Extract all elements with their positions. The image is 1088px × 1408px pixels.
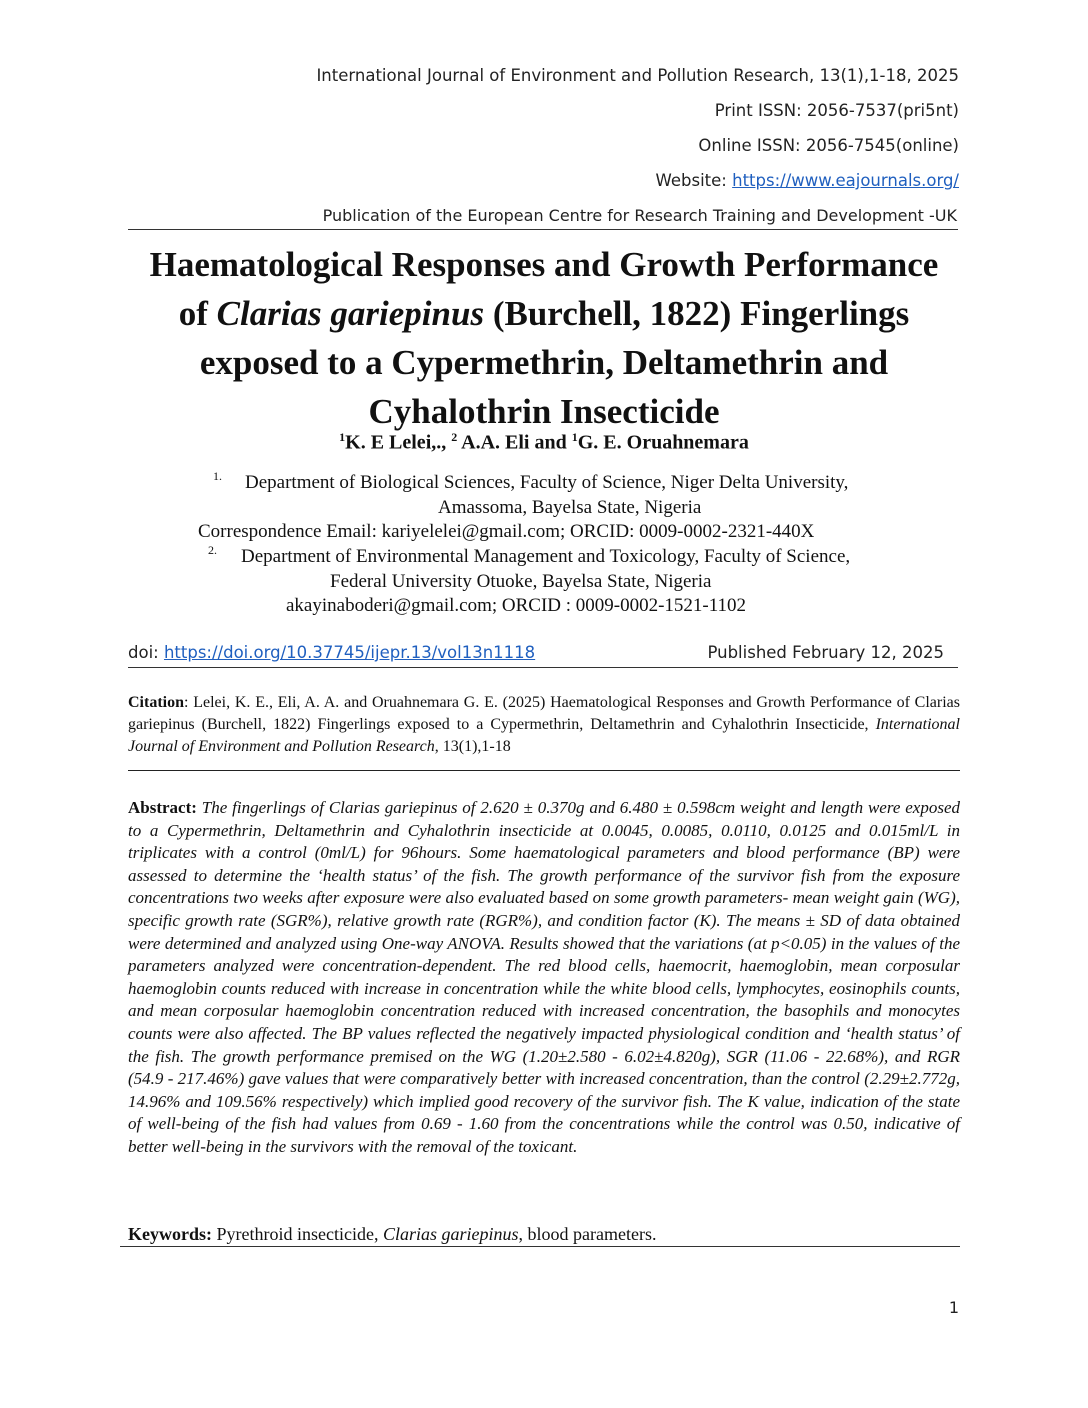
author-1: K. E Lelei,., [345,431,452,454]
doi-link[interactable]: https://doi.org/10.37745/ijepr.13/vol13n1118 [163,643,536,662]
affiliation-1-number: 1. [213,469,222,483]
website-link[interactable]: https://www.eajournals.org/ [732,171,959,190]
author-list [100,430,988,455]
affiliation-2-number: 2. [208,543,217,557]
affiliation-2-line-2: Federal University Otuoke, Bayelsa State, Nigeria [330,571,712,592]
title-line-1: Haematological Responses and Growth Performance [149,245,939,284]
citation-volume: , 13(1),1-18 [434,738,511,755]
citation-block [128,692,960,758]
title-line-3: exposed to a Cypermethrin, Deltamethrin and [199,343,889,382]
website-label: Website: [655,171,733,190]
title-line-2 [100,289,988,338]
abstract-label: Abstract: [128,798,197,817]
abstract-text: The fingerlings of Clarias gariepinus of 2.620 ± 0.370g and 6.480 ± 0.598cm weight and length were exposed to a Cypermethrin, Deltamethrin and Cyhalothrin insecticide at 0.0045, 0.0085, 0.0110, 0.0125 and 0.015ml/L in triplicates with a control (0ml/L) for 96hours. Some haematological parameters and blood performance (BP) were assessed to determine the ‘health status’ of the fish. The growth performance of the survivor fish from the exposure concentrations two weeks after exposure were also evaluated based on some growth parameters- mean weight gain (WG), specific growth rate (SGR%), relative growth rate (RGR%), and condition factor (K). The means ± SD of data obtained were determined and analyzed using One-way ANOVA. Results showed that the variations (at p<0.05) in the values of the parameters analyzed were concentration-dependent. The red blood cells, haemocrit, haemoglobin, mean corposular haemoglobin counts reduced with increase in concentration while the white blood cells, lymphocytes, eosinophils counts, and mean corposular haemoglobin concentration reduced with increased concentration, the basophils and monocytes counts were also affected. The BP values reflected the negatively impacted physiological condition and ‘health status’ of the fish. The growth performance premised on the WG (1.20±2.580 - 6.02±4.820g), SGR (11.06 - 22.68%), and RGR (54.9 - 217.46%) gave values that were comparatively better with increased concentration, than the control (2.29±2.772g, 14.96% and 109.56% respectively) which implied good recovery of the survivor fish. The K value, indication of the state of well-being of the fish had values from 0.69 - 1.60 from the concentrations while the control was 0.50, indicative of better well-being in the survivors with the removal of the toxicant. [128,798,960,1156]
keywords-block [128,1224,960,1245]
citation-journal: International Journal of Environment and Pollution Research [128,716,960,755]
citation-divider [128,770,960,771]
author-2-sup: 2 [451,430,458,444]
title-line-2-post: (Burchell, 1822) Fingerlings [484,294,910,333]
author-2: A.A. Eli and [457,431,572,454]
page-number: 1 [948,1298,959,1317]
affiliation-1-line-2: Amassoma, Bayelsa State, Nigeria [438,497,702,518]
title-species: Clarias gariepinus [216,294,485,333]
print-issn: Print ISSN: 2056-7537(pri5nt) [714,101,959,120]
header-divider [128,229,958,230]
correspondence-line: Correspondence Email: kariyelelei@gmail.com; ORCID: 0009-0002-2321-440X [198,521,815,542]
abstract-block [128,797,960,1159]
keywords-label: Keywords: [128,1224,212,1244]
journal-line: International Journal of Environment and Pollution Research, 13(1),1-18, 2025 [316,66,959,85]
keywords-divider [120,1246,960,1247]
publisher-line: Publication of the European Centre for Research Training and Development -UK [322,206,957,225]
paper-title [100,240,988,436]
affiliation-2-email: akayinaboderi@gmail.com; ORCID : 0009-0002-1521-1102 [286,595,747,616]
doi-divider [128,667,958,668]
doi-row [128,643,958,667]
doi-label: doi: [128,643,164,662]
author-3: G. E. Oruahnemara [577,431,749,454]
citation-text: : Lelei, K. E., Eli, A. A. and Oruahnemara G. E. (2025) Haematological Responses and Growth Performance of Clarias gariepinus (Burchell, 1822) Fingerlings exposed to a Cypermethrin, Deltamethrin and Cyhalothrin Insecticide, [128,694,960,733]
website-line [656,171,959,190]
keywords-post: , blood parameters. [518,1224,657,1244]
author-3-sup: 1 [571,430,578,444]
published-date: Published February 12, 2025 [707,643,944,662]
title-line-4: Cyhalothrin Insecticide [368,392,720,431]
online-issn: Online ISSN: 2056-7545(online) [698,136,959,155]
title-line-2-pre: of [178,294,217,333]
keywords-species: Clarias gariepinus [382,1224,519,1244]
keywords-pre: Pyrethroid insecticide, [212,1224,383,1244]
citation-label: Citation [128,694,184,711]
affiliation-1-line-1: Department of Biological Sciences, Faculty of Science, Niger Delta University, [245,472,849,493]
author-1-sup: 1 [339,430,346,444]
affiliation-2-line-1: Department of Environmental Management and Toxicology, Faculty of Science, [241,546,851,567]
